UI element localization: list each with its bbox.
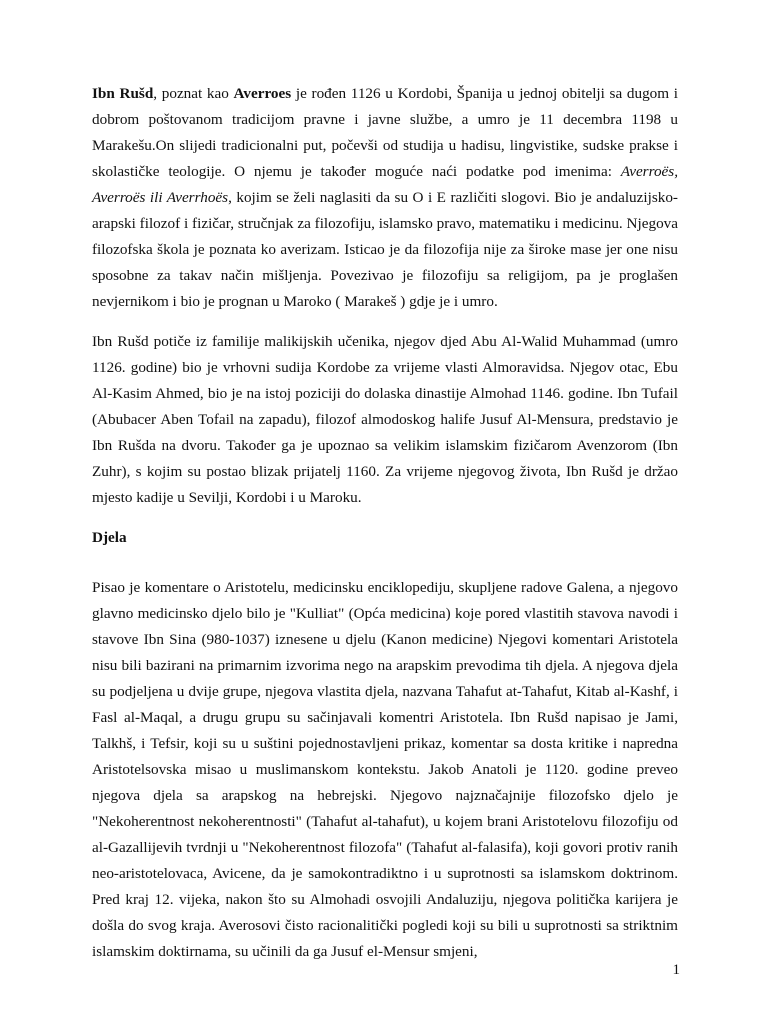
section-heading-djela: Djela [92,529,127,546]
name-averroes: Averroes [233,85,292,102]
intro-text-3: , kojim se želi naglasiti da su O i E različiti slogovi. Bio je andaluzijsko-arapski filozof i fizičar, stručnjak za filozofiju, islamsko pravo, matematiku i medicinu. Njegova filozofska škola je poznata ko averizam. Isticao je da filozofija nije za široke mase jer one nisu sposobne za takav način mišljenja. Povezivao je filozofiju sa religijom, pa je proglašen nevjernikom i bio je prognan u Maroko ( Marakeš ) gdje je i umro. [92,189,678,310]
intro-text-1: , poznat kao [153,85,234,102]
paragraph-works: Pisao je komentare o Aristotelu, medicinsku enciklopediju, skupljene radove Galena, a njegovo glavno medicinsko djelo bilo je "Kulliat" (Opća medicina) koje pored vlastitih stavova navodi i stavove Ibn Sina (980-1037) iznesene u djelu (Kanon medicine) Njegovi komentari Aristotela nisu bili bazirani na primarnim izvorima nego na arapskim prevodima tih djela. A njegova djela su podjeljena u dvije grupe, njegova vlastita djela, nazvana Tahafut at-Tahafut, Kitab al-Kashf, i Fasl al-Maqal, a drugu grupu su sačinjavali komentri Aristotela. Ibn Rušd napisao je Jami, Talkhš, i Tefsir, koji su u suštini pojednostavljeni prikaz, komentar sa dosta kritike i napredna Aristotelsovska misao u muslimanskom kontekstu. Jakob Anatoli je 1120. godine preveo njegova djela sa arapskog na hebrejski. Njegovo najznačajnije filozofsko djelo je "Nekoherentnost nekoherentnosti" (Tahafut al-tahafut), u kojem brani Aristotelovu filozofiju od al-Gazallijevih tvrdnji u "Nekoherentnost filozofa" (Tahafut al-falasifa), koji govori protiv ranih neo-aristotelovaca, Avicene, da je samokontradiktno i u suprotnosti sa islamskom doktrinom. Pred kraj 12. vijeka, nakon što su Almohadi osvojili Andaluziju, njegova politička karijera je došla do svog kraja. Averosovi čisto racionalitički pogledi koji su bili u suprotnosti sa striktnim islamskim doktirnama, su učinili da ga Jusuf el-Mensur smjeni, [92,579,678,960]
paragraph-intro [92,81,678,315]
alternate-names: Averroës, Averroës ili Averrhoës [92,163,678,206]
page-number: 1 [672,962,680,978]
document-body [92,81,678,979]
intro-text-2: je rođen 1126 u Kordobi, Španija u jednoj obitelji sa dugom i dobrom poštovanom tradicijom pravne i javne službe, a umro je 11 decembra 1198 u Marakešu.On slijedi tradicionalni put, počevši od studija u hadisu, lingvistike, sudske prakse i skolastičke teologije. O njemu je također moguće naći podatke pod imenima: [92,85,678,180]
name-ibn-rusd: Ibn Rušd [92,85,154,102]
paragraph-family: Ibn Rušd potiče iz familije malikijskih učenika, njegov djed Abu Al-Walid Muhammad (umro 1126. godine) bio je vrhovni sudija Kordobe za vrijeme vlasti Almoravidsa. Njegov otac, Ebu Al-Kasim Ahmed, bio je na istoj poziciji do dolaska dinastije Almohad 1146. godine. Ibn Tufail (Abubacer Aben Tofail na zapadu), filozof almodoskog halife Jusuf Al-Mensura, predstavio je Ibn Rušda na dvoru. Također ga je upoznao sa velikim islamskim fizičarom Avenzorom (Ibn Zuhr), s kojim su postao blizak prijatelj 1160. Za vrijeme njegovog života, Ibn Rušd je držao mjesto kadije u Sevilji, Kordobi i u Maroku. [92,333,678,506]
